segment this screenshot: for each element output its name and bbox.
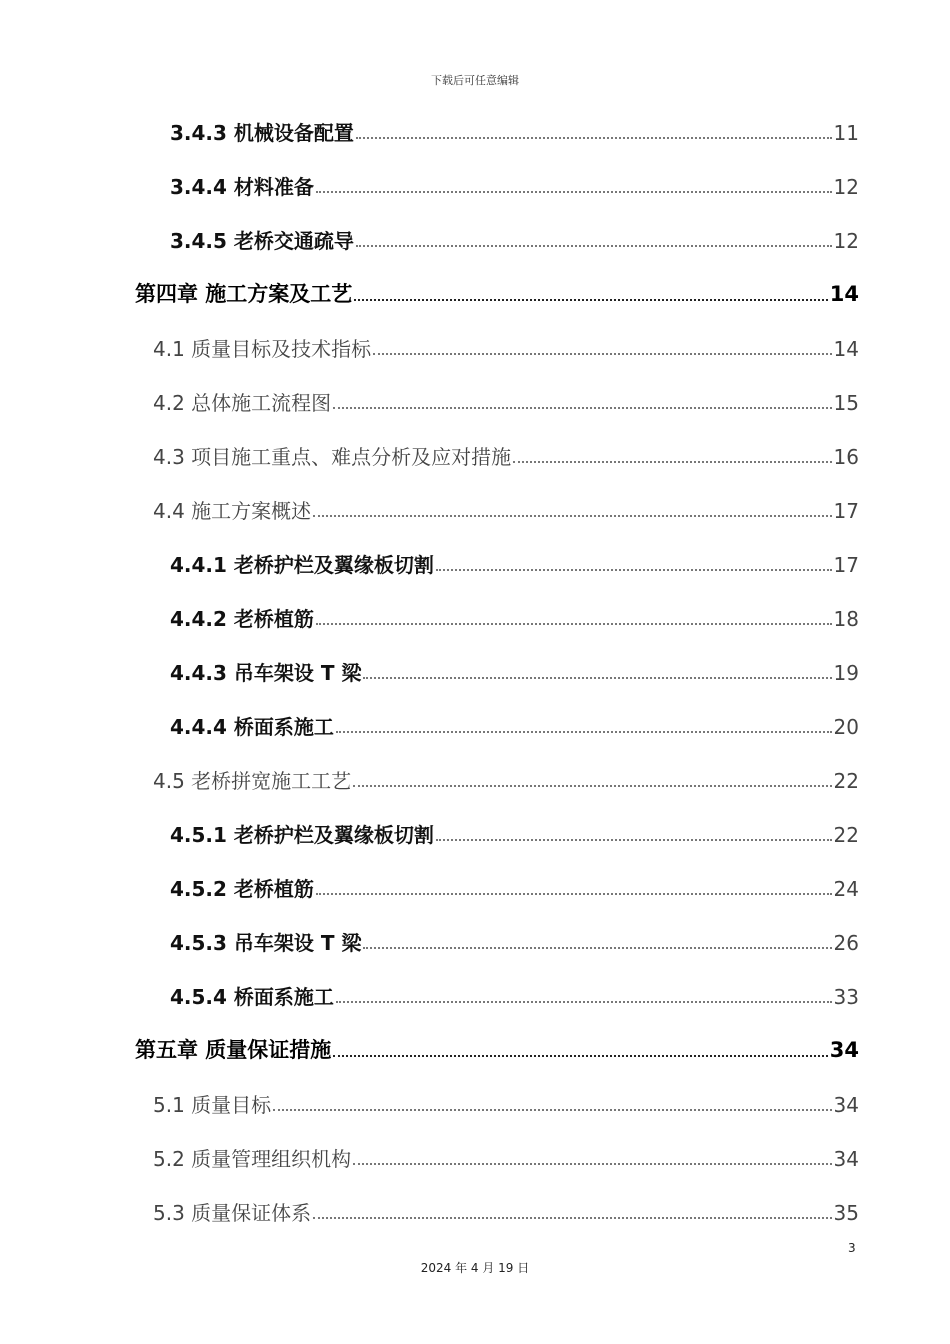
dot-leader: [333, 1055, 827, 1057]
toc-entry-page: 19: [833, 661, 859, 685]
toc-entry-title: 4.5 老桥拼宽施工工艺: [153, 769, 352, 793]
toc-entry[interactable]: [170, 913, 859, 953]
dot-leader: [316, 623, 832, 625]
toc-entry-title: 第四章 施工方案及工艺: [135, 282, 353, 306]
toc-entry[interactable]: [170, 967, 859, 1007]
toc-entry-title: 3.4.3 机械设备配置: [170, 121, 354, 145]
dot-leader: [316, 191, 832, 193]
toc-entry[interactable]: [170, 535, 859, 575]
toc-entry-page: 26: [833, 931, 859, 955]
toc-entry-page: 12: [833, 175, 859, 199]
toc-entry-title: 3.4.5 老桥交通疏导: [170, 229, 354, 253]
dot-leader: [353, 1163, 831, 1165]
toc-entry-page: 22: [833, 769, 859, 793]
toc-entry-title: 4.5.4 桥面系施工: [170, 985, 334, 1009]
toc-entry-title: 5.3 质量保证体系: [153, 1201, 312, 1225]
toc-entry-page: 34: [829, 1038, 859, 1062]
toc-entry[interactable]: [153, 751, 859, 791]
dot-leader: [436, 569, 832, 571]
toc-entry-title: 4.3 项目施工重点、难点分析及应对措施: [153, 445, 512, 469]
toc-entry[interactable]: [170, 103, 859, 143]
toc-entry[interactable]: [153, 1129, 859, 1169]
toc-entry-title: 4.4.2 老桥植筋: [170, 607, 314, 631]
dot-leader: [336, 731, 832, 733]
toc-entry-title: 4.5.3 吊车架设 T 梁: [170, 931, 362, 955]
toc-entry[interactable]: [153, 427, 859, 467]
toc-entry-title: 5.2 质量管理组织机构: [153, 1147, 352, 1171]
toc-entry-page: 16: [833, 445, 859, 469]
toc-entry-page: 14: [829, 282, 859, 306]
toc-entry[interactable]: [170, 211, 859, 251]
dot-leader: [353, 785, 831, 787]
toc-entry-title: 3.4.4 材料准备: [170, 175, 314, 199]
toc-entry-page: 22: [833, 823, 859, 847]
toc-entry-page: 24: [833, 877, 859, 901]
toc-entry[interactable]: [153, 481, 859, 521]
toc-entry[interactable]: [135, 265, 859, 305]
toc-entry-page: 12: [833, 229, 859, 253]
toc-entry-title: 4.2 总体施工流程图: [153, 391, 332, 415]
toc-entry[interactable]: [170, 589, 859, 629]
toc-entry-page: 33: [833, 985, 859, 1009]
page-number: 3: [848, 1241, 856, 1255]
toc-entry-title: 4.5.2 老桥植筋: [170, 877, 314, 901]
dot-leader: [363, 677, 831, 679]
toc-entry[interactable]: [170, 157, 859, 197]
toc-entry-title: 4.4 施工方案概述: [153, 499, 312, 523]
toc-entry-title: 4.4.3 吊车架设 T 梁: [170, 661, 362, 685]
toc-entry-title: 4.4.4 桥面系施工: [170, 715, 334, 739]
dot-leader: [354, 299, 827, 301]
toc-entry[interactable]: [170, 805, 859, 845]
toc-entry-page: 15: [833, 391, 859, 415]
toc-entry-page: 20: [833, 715, 859, 739]
toc-entry[interactable]: [135, 1021, 859, 1061]
dot-leader: [313, 1217, 831, 1219]
dot-leader: [336, 1001, 832, 1003]
footer-date: 2024 年 4 月 19 日: [420, 1261, 530, 1275]
toc-entry-page: 14: [833, 337, 859, 361]
toc-entry-page: 34: [833, 1147, 859, 1171]
toc-entry[interactable]: [170, 859, 859, 899]
toc-entry[interactable]: [170, 643, 859, 683]
toc-entry-page: 34: [833, 1093, 859, 1117]
toc-entry-page: 17: [833, 553, 859, 577]
dot-leader: [363, 947, 831, 949]
dot-leader: [313, 515, 831, 517]
toc-entry[interactable]: [153, 319, 859, 359]
toc-entry[interactable]: [153, 1075, 859, 1115]
header-note: 下载后可任意编辑: [431, 74, 519, 87]
dot-leader: [513, 461, 831, 463]
toc-entry[interactable]: [170, 697, 859, 737]
dot-leader: [373, 353, 831, 355]
toc-entry-title: 4.5.1 老桥护栏及翼缘板切割: [170, 823, 434, 847]
toc-entry[interactable]: [153, 373, 859, 413]
dot-leader: [436, 839, 832, 841]
toc-entry[interactable]: [153, 1183, 859, 1223]
toc-entry-title: 5.1 质量目标: [153, 1093, 272, 1117]
toc-entry-page: 18: [833, 607, 859, 631]
dot-leader: [316, 893, 832, 895]
dot-leader: [333, 407, 831, 409]
toc-entry-title: 4.4.1 老桥护栏及翼缘板切割: [170, 553, 434, 577]
dot-leader: [273, 1109, 831, 1111]
toc-entry-title: 第五章 质量保证措施: [135, 1038, 332, 1062]
toc-entry-page: 17: [833, 499, 859, 523]
toc-entry-page: 11: [833, 121, 859, 145]
dot-leader: [356, 245, 832, 247]
dot-leader: [356, 137, 832, 139]
toc-entry-title: 4.1 质量目标及技术指标: [153, 337, 372, 361]
toc-entry-page: 35: [833, 1201, 859, 1225]
